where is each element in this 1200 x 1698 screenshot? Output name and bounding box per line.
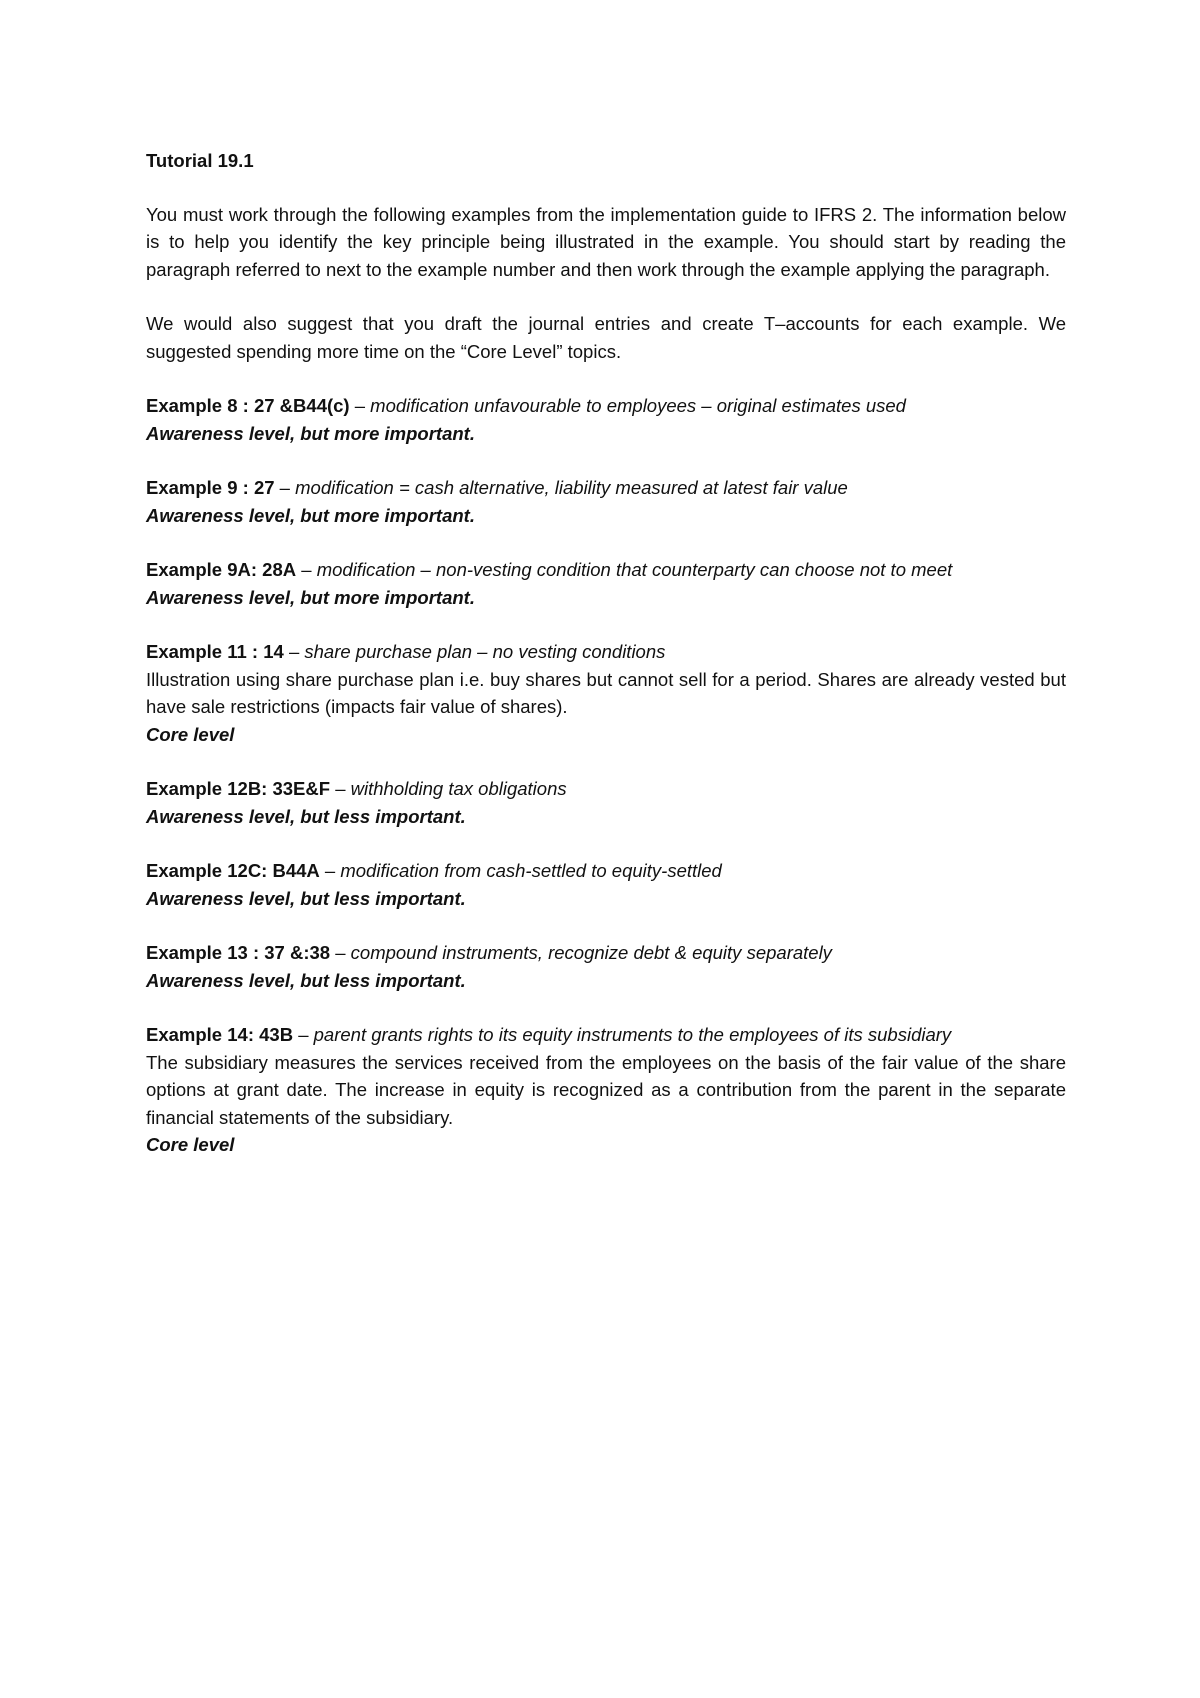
intro-paragraph-1: You must work through the following examples from the implementation guide to IFRS 2. The information below is to help you identify the key principle being illustrated in the example. You should start by reading the paragraph referred to next to the example number and then work through the example applying the paragraph. xyxy=(146,203,1066,280)
example-topic: modification – non-vesting condition that counterparty can choose not to meet xyxy=(316,559,953,580)
example-label: Example 8 : 27 &B44(c) xyxy=(146,395,350,416)
example-heading xyxy=(146,939,1066,967)
example-topic: share purchase plan – no vesting conditions xyxy=(304,641,666,662)
example-label: Example 12B: 33E&F xyxy=(146,778,331,799)
example-label: Example 9 : 27 xyxy=(146,477,275,498)
example-label: Example 13 : 37 &:38 xyxy=(146,942,331,963)
example-level: Awareness level, but less important. xyxy=(146,887,466,909)
example-description: Illustration using share purchase plan i.e. buy shares but cannot sell for a period. Shares are already vested but have sale restrictions (impacts fair value of shares). xyxy=(146,668,1066,717)
example-heading xyxy=(146,474,1066,502)
example-14 xyxy=(146,1021,1066,1159)
example-heading xyxy=(146,638,1066,666)
example-heading xyxy=(146,1021,1066,1049)
example-separator: – xyxy=(293,1024,314,1045)
example-topic: parent grants rights to its equity instruments to the employees of its subsidiary xyxy=(313,1024,952,1045)
example-topic: modification = cash alternative, liability measured at latest fair value xyxy=(295,477,848,498)
example-heading xyxy=(146,857,1066,885)
intro-paragraph-2: We would also suggest that you draft the journal entries and create T–accounts for each example. We suggested spending more time on the “Core Level” topics. xyxy=(146,313,1066,362)
example-heading xyxy=(146,775,1066,803)
example-separator: – xyxy=(330,778,351,799)
example-heading xyxy=(146,392,1066,420)
example-label: Example 14: 43B xyxy=(146,1024,294,1045)
example-heading xyxy=(146,556,1066,584)
example-12c xyxy=(146,857,1066,912)
example-separator: – xyxy=(349,395,371,416)
example-topic: modification from cash-settled to equity-settled xyxy=(340,860,722,881)
example-label: Example 11 : 14 xyxy=(146,641,284,662)
example-topic: withholding tax obligations xyxy=(350,778,567,799)
example-level: Core level xyxy=(146,723,235,745)
example-level: Awareness level, but less important. xyxy=(146,805,466,827)
page-title: Tutorial 19.1 xyxy=(146,150,254,171)
example-label: Example 12C: B44A xyxy=(146,860,320,881)
example-level: Awareness level, but more important. xyxy=(146,586,475,608)
example-separator: – xyxy=(296,559,317,580)
example-separator: – xyxy=(274,477,296,498)
example-level: Core level xyxy=(146,1134,235,1155)
example-separator: – xyxy=(283,641,305,662)
example-separator: – xyxy=(330,942,351,963)
example-separator: – xyxy=(319,860,341,881)
example-8 xyxy=(146,392,1066,447)
example-topic: modification unfavourable to employees – original estimates used xyxy=(370,395,906,416)
example-12b xyxy=(146,775,1066,830)
example-level: Awareness level, but more important. xyxy=(146,504,475,526)
example-level: Awareness level, but more important. xyxy=(146,422,475,444)
example-topic: compound instruments, recognize debt & equity separately xyxy=(350,942,832,963)
example-11 xyxy=(146,638,1066,748)
example-9a xyxy=(146,556,1066,611)
example-9 xyxy=(146,474,1066,529)
example-13 xyxy=(146,939,1066,994)
example-label: Example 9A: 28A xyxy=(146,559,297,580)
example-level: Awareness level, but less important. xyxy=(146,969,466,991)
example-description: The subsidiary measures the services received from the employees on the basis of the fair value of the share options at grant date. The increase in equity is recognized as a contribution from the parent in the separate financial statements of the subsidiary. xyxy=(146,1051,1066,1128)
